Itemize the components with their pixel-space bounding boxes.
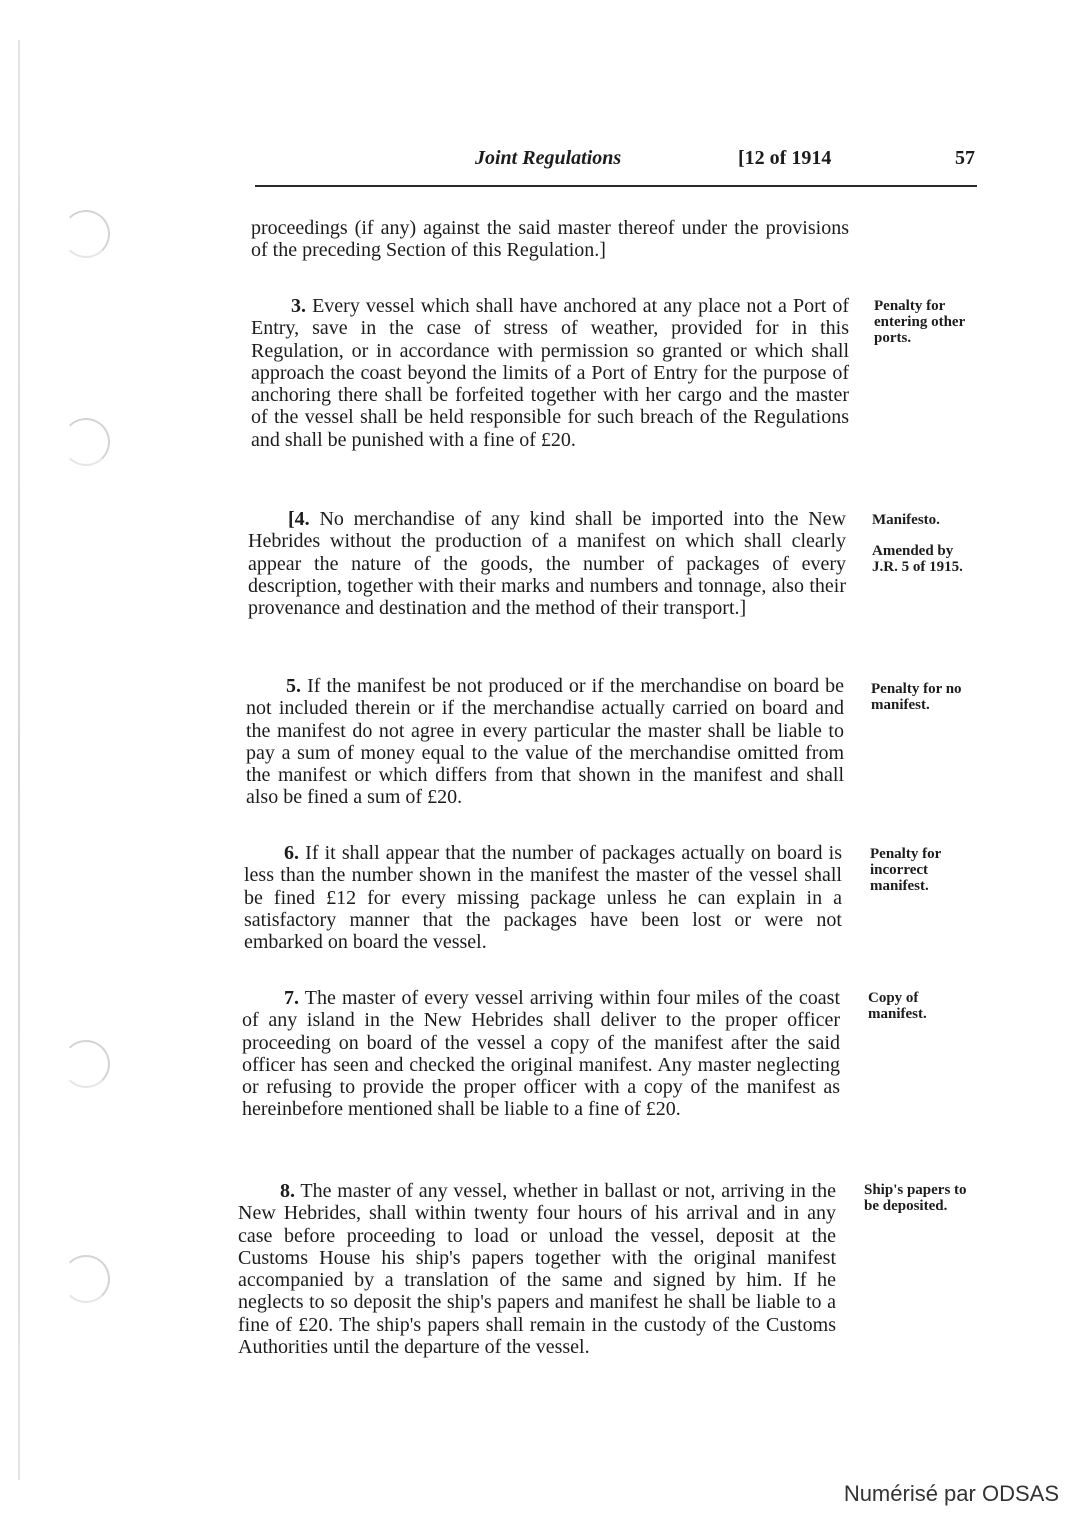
section-5 xyxy=(246,675,844,809)
margin-note-text: Ship's papers to be deposited. xyxy=(864,1182,967,1214)
binder-spine xyxy=(18,40,20,1480)
running-header xyxy=(255,147,977,177)
margin-note-7 xyxy=(868,990,978,1022)
digitization-credit: Numérisé par ODSAS xyxy=(843,1481,1059,1506)
paragraph-text: The master of every vessel arriving within four miles of the coast of any island in the New Hebrides shall deliver to the proper officer proceeding on board of the vessel a copy of the manifest after the said officer has seen and checked the original manifest. Any master neglecting or refusing to provide the proper officer with a copy of the manifest as hereinbefore mentioned shall be liable to a fine of £20. xyxy=(242,987,841,1121)
punch-hole xyxy=(62,418,110,466)
margin-note-text: Penalty for no manifest. xyxy=(871,681,962,713)
margin-note-5 xyxy=(871,681,981,713)
section-3 xyxy=(251,295,849,451)
margin-note-6 xyxy=(870,846,980,894)
margin-note-4-amendment xyxy=(872,543,982,575)
margin-note-4 xyxy=(872,512,982,528)
section-number: 7. xyxy=(284,987,299,1009)
punch-hole xyxy=(62,1255,110,1303)
paragraph-continuation xyxy=(251,217,849,262)
section-number: 3. xyxy=(291,295,306,317)
paragraph-text: If it shall appear that the number of packages actually on board is less than the number shown in the manifest the master of the vessel shall be fined £12 for every missing package unless he can explain in a satisfactory manner that the packages have been lost or were not embarked on board the vessel. xyxy=(244,842,843,954)
paragraph-text: If the manifest be not produced or if the merchandise on board be not included therein or if the merchandise actually carried on board and the manifest do not agree in every particular the master shall be liable to pay a sum of money equal to the value of the merchandise omitted from the manifest or which differs from that shown in the manifest and shall also be fined a sum of £20. xyxy=(246,675,844,809)
paragraph-text: Every vessel which shall have anchored at any place not a Port of Entry, save in the case of stress of weather, provided for in this Regulation, or in accordance with permission so granted or which shall approach the coast beyond the limits of a Port of Entry for the purpose of anchoring there shall be forfeited together with her cargo and the master of the vessel shall be held responsible for such breach of the Regulations and shall be punished with a fine of £20. xyxy=(251,295,849,451)
paragraph-text: proceedings (if any) against the said master thereof under the provisions of the preceding Section of this Regulation.] xyxy=(251,217,849,262)
section-7 xyxy=(242,987,840,1121)
margin-note-text: Penalty for incorrect manifest. xyxy=(870,846,941,894)
section-number: 6. xyxy=(284,842,299,864)
section-4 xyxy=(248,508,846,619)
header-rule xyxy=(255,185,977,187)
margin-note-text: Copy of manifest. xyxy=(868,990,927,1022)
margin-note-text: Amended by J.R. 5 of 1915. xyxy=(872,543,963,575)
section-number: [4. xyxy=(288,508,310,530)
section-number: 5. xyxy=(286,675,301,697)
paragraph-text: No merchandise of any kind shall be imported into the New Hebrides without the production of a manifest on which shall clearly appear the nature of the goods, the number of packages of every description, together with their marks and numbers and tonnage, also their provenance and destination and the method of their transport.] xyxy=(248,508,846,620)
punch-hole xyxy=(62,210,110,258)
margin-note-text: Manifesto. xyxy=(872,512,940,528)
margin-note-3 xyxy=(874,298,984,346)
margin-note-text: Penalty for entering other ports. xyxy=(874,298,965,346)
running-title: Joint Regulations xyxy=(475,147,622,169)
paragraph-text: The master of any vessel, whether in ballast or not, arriving in the New Hebrides, shall within twenty four hours of his arrival and in any case before proceeding to load or unload the vessel, deposit at the Customs House his ship's papers together with the original manifest accompanied by a translation of the same and signed by him. If he neglects to so deposit the ship's papers and manifest he shall be liable to a fine of £20. The ship's papers shall remain in the custody of the Customs Authorities until the departure of the vessel. xyxy=(238,1180,837,1359)
page-number: 57 xyxy=(955,147,975,169)
section-8 xyxy=(238,1180,836,1358)
regulation-reference: [12 of 1914 xyxy=(738,147,832,169)
margin-note-8 xyxy=(864,1182,974,1214)
section-6 xyxy=(244,842,842,953)
punch-hole xyxy=(62,1040,110,1088)
section-number: 8. xyxy=(280,1180,295,1202)
